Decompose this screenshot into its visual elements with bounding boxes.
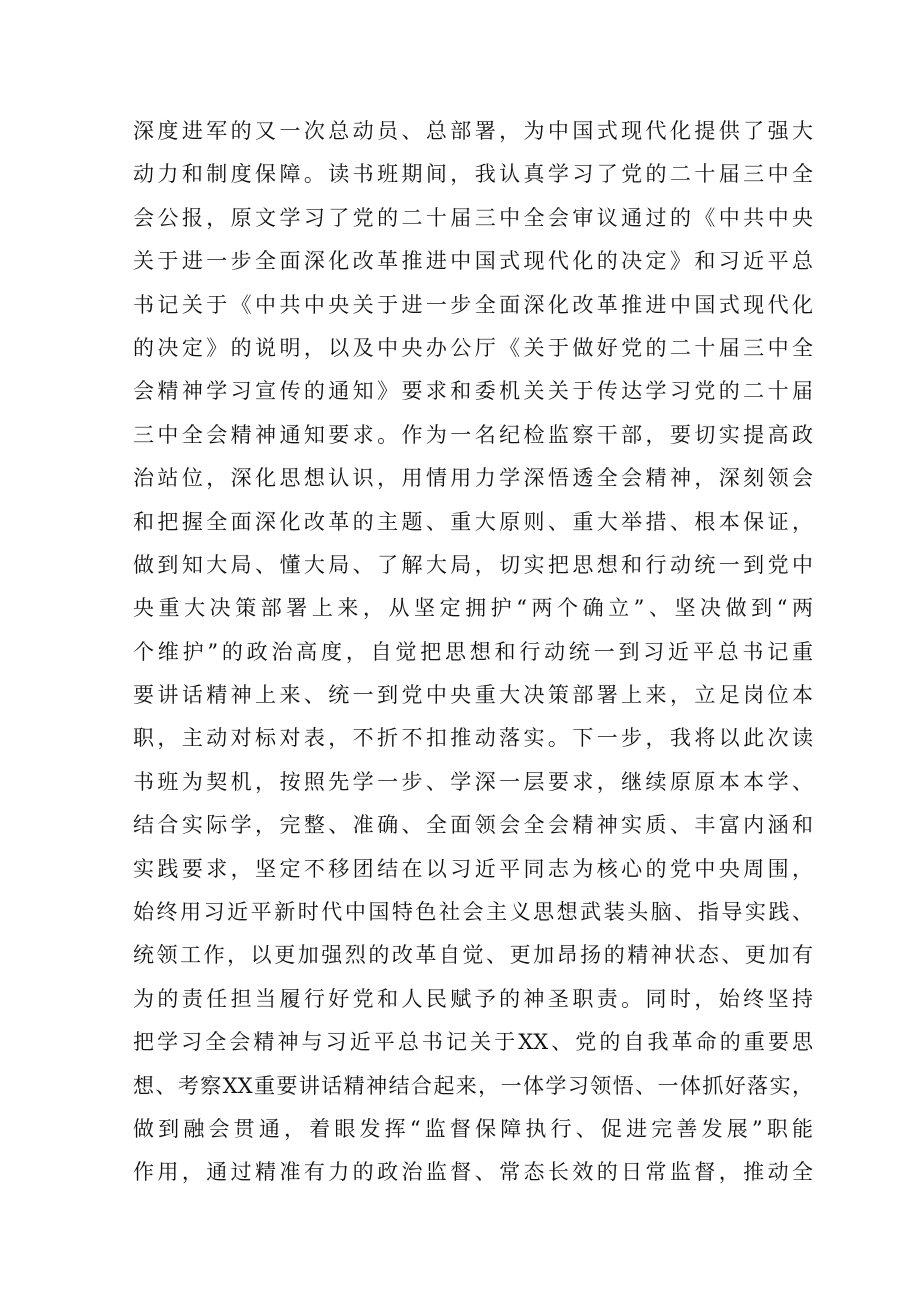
text-line: 三中全会精神通知要求。作为一名纪检监察干部，要切实提高政 — [133, 422, 813, 447]
text-line: 想、考察XX重要讲话精神结合起来，一体学习领悟、一体抓好落实， — [133, 1073, 813, 1098]
text-line: 深度进军的又一次总动员、总部署，为中国式现代化提供了强大 — [133, 119, 813, 143]
text-line: 和把握全面深化改革的主题、重大原则、重大举措、根本保证， — [133, 509, 813, 534]
text-line: 始终用习近平新时代中国特色社会主义思想武装头脑、指导实践、 — [133, 900, 813, 925]
text-line: 把学习全会精神与习近平总书记关于XX、党的自我革命的重要思 — [133, 1030, 813, 1055]
text-line: 统领工作，以更加强烈的改革自觉、更加昂扬的精神状态、更加有 — [133, 943, 813, 968]
text-line: 动力和制度保障。读书班期间，我认真学习了党的二十届三中全 — [133, 162, 813, 187]
text-line: 会公报，原文学习了党的二十届三中全会审议通过的《中共中央 — [133, 205, 813, 230]
text-line: 做到知大局、懂大局、了解大局，切实把思想和行动统一到党中 — [133, 552, 813, 577]
text-line: 个维护”的政治高度，自觉把思想和行动统一到习近平总书记重 — [133, 639, 813, 664]
text-line: 会精神学习宣传的通知》要求和委机关关于传达学习党的二十届 — [133, 379, 813, 404]
text-line: 关于进一步全面深化改革推进中国式现代化的决定》和习近平总 — [133, 249, 813, 274]
text-line: 结合实际学，完整、准确、全面领会全会精神实质、丰富内涵和 — [133, 813, 813, 838]
text-line: 做到融会贯通，着眼发挥“监督保障执行、促进完善发展”职能 — [133, 1116, 813, 1141]
text-line: 职，主动对标对表，不折不扣推动落实。下一步，我将以此次读 — [133, 726, 813, 751]
text-line: 的决定》的说明，以及中央办公厅《关于做好党的二十届三中全 — [133, 335, 813, 360]
text-line: 要讲话精神上来、统一到党中央重大决策部署上来，立足岗位本 — [133, 683, 813, 708]
text-line: 实践要求，坚定不移团结在以习近平同志为核心的党中央周围， — [133, 856, 813, 881]
text-line: 为的责任担当履行好党和人民赋予的神圣职责。同时，始终坚持 — [133, 986, 813, 1011]
text-line: 作用，通过精准有力的政治监督、常态长效的日常监督，推动全 — [133, 1160, 813, 1185]
text-line: 央重大决策部署上来，从坚定拥护“两个确立”、坚决做到“两 — [133, 596, 813, 621]
text-line: 书记关于《中共中央关于进一步全面深化改革推进中国式现代化 — [133, 292, 813, 317]
text-line: 书班为契机，按照先学一步、学深一层要求，继续原原本本学、 — [133, 769, 813, 794]
body-paragraph — [133, 110, 813, 1195]
text-line: 治站位，深化思想认识，用情用力学深悟透全会精神，深刻领会 — [133, 466, 813, 491]
